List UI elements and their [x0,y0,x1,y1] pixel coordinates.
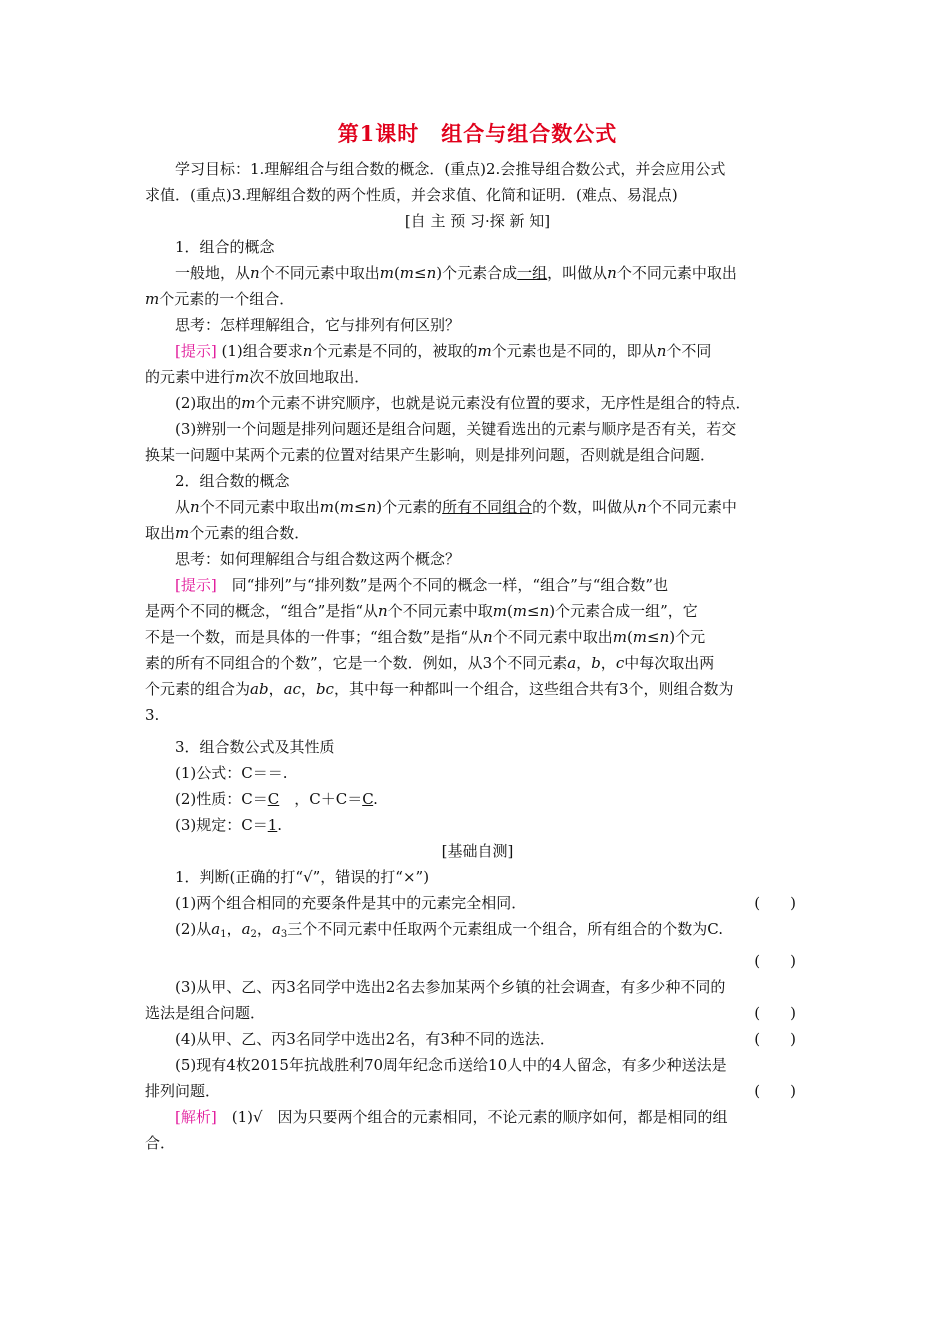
s2-hint-line-5: 个元素的组合为ab，ac，bc，其中每一种都叫一个组合，这些组合共有3个，则组合数为 [145,680,734,698]
s2-heading: 2．组合数的概念 [175,472,290,490]
test-item-1: (1)两个组合相同的充要条件是其中的元素完全相同． ( ) [145,890,810,916]
s3-rule: (3)规定：C＝1. [175,816,283,834]
s1-hint-line-2: 的元素中进行m次不放回地取出． [145,368,370,386]
s2-hint-line-4: 素的所有不同组合的个数”，它是一个数．例如，从3个不同元素a，b，c中每次取出两 [145,654,715,672]
s1-hint-line-1: [提示] (1)组合要求n个元素是不同的，被取的m个元素也是不同的，即从n个不同 [175,342,712,360]
s3-property: (2)性质：C＝C ，C＋C＝C. [175,790,378,808]
s1-think: 思考：怎样理解组合，它与排列有何区别？ [175,316,461,334]
s1-heading: 1．组合的概念 [175,238,275,256]
s1-definition-line-1: 一般地，从n个不同元素中取出m(m≤n)个元素合成一组，叫做从n个不同元素中取出 [175,264,737,282]
answer-blank: ( ) [754,1004,796,1022]
analysis-line-2: 合． [145,1134,176,1152]
objectives-line-1: 学习目标：1.理解组合与组合数的概念．(重点)2.会推导组合数公式，并会应用公式 [175,160,726,178]
answer-blank: ( ) [754,1030,796,1048]
s3-formula: (1)公式：C＝＝. [175,764,288,782]
test-item-5-line-2: 排列问题． ( ) [145,1078,810,1104]
test-item-3-line-1: (3)从甲、乙、丙3名同学中选出2名去参加某两个乡镇的社会调查，有多少种不同的 [175,978,726,996]
s1-hint-line-3: (2)取出的m个元素不讲究顺序，也就是说元素没有位置的要求，无序性是组合的特点． [175,394,751,412]
answer-blank: ( ) [754,894,796,912]
test-question-1: 1．判断(正确的打“√”，错误的打“×”) [175,868,430,886]
s1-hint-line-5: 换某一问题中某两个元素的位置对结果产生影响，则是排列问题，否则就是组合问题． [145,446,716,464]
s3-heading: 3．组合数公式及其性质 [175,738,335,756]
s2-hint-line-2: 是两个不同的概念，“组合”是指“从n个不同元素中取m(m≤n)个元素合成一组”，它 [145,602,698,620]
test-item-4: (4)从甲、乙、丙3名同学中选出2名，有3种不同的选法． ( ) [145,1026,810,1052]
analysis-line-1: [解析] (1)√ 因为只要两个组合的元素相同，不论元素的顺序如何，都是相同的组 [175,1108,728,1126]
section-heading-preview: [自 主 预 习·探 新 知] [404,212,551,230]
s1-definition-line-2: m个元素的一个组合． [145,290,295,308]
analysis-label: [解析] [175,1108,217,1126]
s2-definition-line-2: 取出m个元素的组合数． [145,524,310,542]
test-item-2: (2)从$a_1$，$a_2$，$a_3$三个不同元素中任取两个元素组成一个组合，所有组合的个数为C. [175,920,723,940]
page-title: 第1课时 组合与组合数公式 [337,121,618,146]
answer-blank: ( ) [754,952,796,970]
s2-hint-line-6: 3. [145,706,160,724]
s2-hint-line-1: [提示] 同“排列”与“排列数”是两个不同的概念一样，“组合”与“组合数”也 [175,576,669,594]
objectives-line-2: 求值．(重点)3.理解组合数的两个性质，并会求值、化简和证明．(难点、易混点) [145,186,678,204]
s2-hint-line-3: 不是一个数，而是具体的一件事；“组合数”是指“从n个不同元素中取出m(m≤n)个元 [145,628,706,646]
s2-think: 思考：如何理解组合与组合数这两个概念？ [175,550,461,568]
test-item-3-line-2: 选法是组合问题． ( ) [145,1000,810,1026]
document-page [145,118,810,1156]
hint-label: [提示] [175,576,217,594]
hint-label: [提示] [175,342,217,360]
answer-blank: ( ) [754,1082,796,1100]
test-item-5-line-1: (5)现有4枚2015年抗战胜利70周年纪念币送给10人中的4人留念，有多少种送法是 [175,1056,727,1074]
section-heading-self-test: [基础自测] [441,842,514,860]
s1-hint-line-4: (3)辨别一个问题是排列问题还是组合问题，关键看选出的元素与顺序是否有关，若交 [175,420,737,438]
s2-definition-line-1: 从n个不同元素中取出m(m≤n)个元素的所有不同组合的个数，叫做从n个不同元素中 [175,498,737,516]
